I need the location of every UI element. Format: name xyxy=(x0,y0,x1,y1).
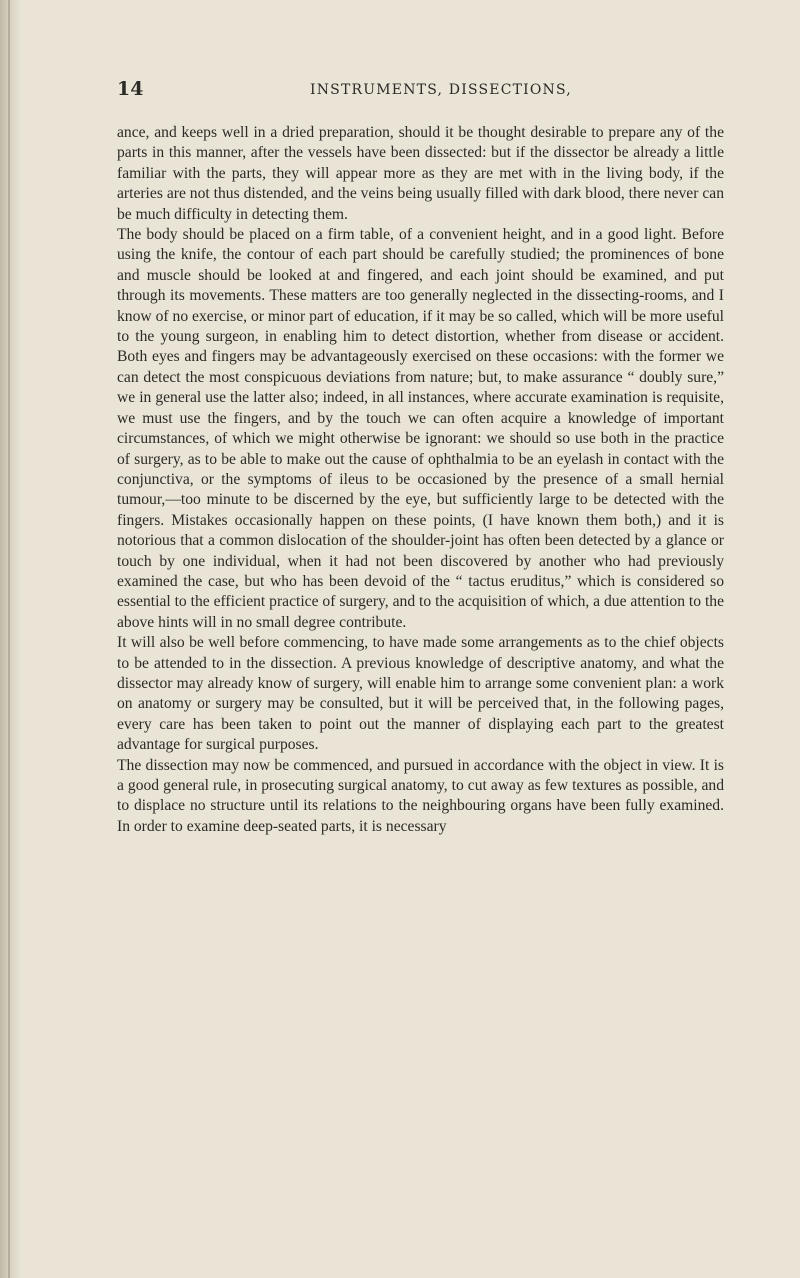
page-number: 14 xyxy=(117,78,144,100)
paragraph-4: The dissection may now be commenced, and pursued in accordance with the object in view. It is a good general rule, in prosecuting surgical anatomy, to cut away as few textures as possible, and to displace no structure until its relations to the neighbouring organs have been fully examined. In order to examine deep-seated parts, it is necessary xyxy=(117,756,724,835)
body-text xyxy=(117,123,724,837)
paragraph-1: ance, and keeps well in a dried preparation, should it be thought desirable to prepare any of the parts in this manner, after the vessels have been dissected: but if the dissector be already a little familiar with the parts, they will appear more as they are met with in the living body, if the arteries are not thus distended, and the veins being usually filled with dark blood, there never can be much difficulty in detecting them. xyxy=(117,124,724,223)
running-head: INSTRUMENTS, DISSECTIONS, xyxy=(310,82,572,98)
page-header xyxy=(117,78,717,102)
paragraph-2: The body should be placed on a firm table, of a convenient height, and in a good light. Before using the knife, the contour of each part should be carefully studied; the prominences of bone and muscle should be looked at and fingered, and each joint should be examined, and put through its movements. These matters are too generally neglected in the dissecting-rooms, and I know of no exercise, or minor part of education, if it may be so called, which will be more useful to the young surgeon, in enabling him to detect distortion, whether from disease or accident. Both eyes and fingers may be advantageously exercised on these occasions: with the former we can detect the most conspicuous deviations from nature; but, to make assurance “ doubly sure,” we in general use the latter also; indeed, in all instances, where accurate examination is requisite, we must use the fingers, and by the touch we can often acquire a knowledge of important circumstances, of which we might otherwise be ignorant: we should so use both in the practice of surgery, as to be able to make out the cause of ophthalmia to be an eyelash in contact with the conjunctiva, or the symptoms of ileus to be occasioned by the presence of a small hernial tumour,—too minute to be discerned by the eye, but sufficiently large to be detected with the fingers. Mistakes occasionally happen on these points, (I have known them both,) and it is notorious that a common dislocation of the shoulder-joint has often been detected by a glance or touch by one individual, when it had not been discovered by another who had previously examined the case, but who has been devoid of the “ tactus eruditus,” which is considered so essential to the efficient practice of surgery, and to the acquisition of which, a due attention to the above hints will in no small degree contribute. xyxy=(117,226,724,631)
paragraph-3: It will also be well before commencing, to have made some arrangements as to the chief objects to be attended to in the dissection. A previous knowledge of descriptive anatomy, and what the dissector may already know of surgery, will enable him to arrange some convenient plan: a work on anatomy or surgery may be consulted, but it will be perceived that, in the following pages, every care has been taken to point out the manner of displaying each part to the greatest advantage for surgical purposes. xyxy=(117,634,724,754)
